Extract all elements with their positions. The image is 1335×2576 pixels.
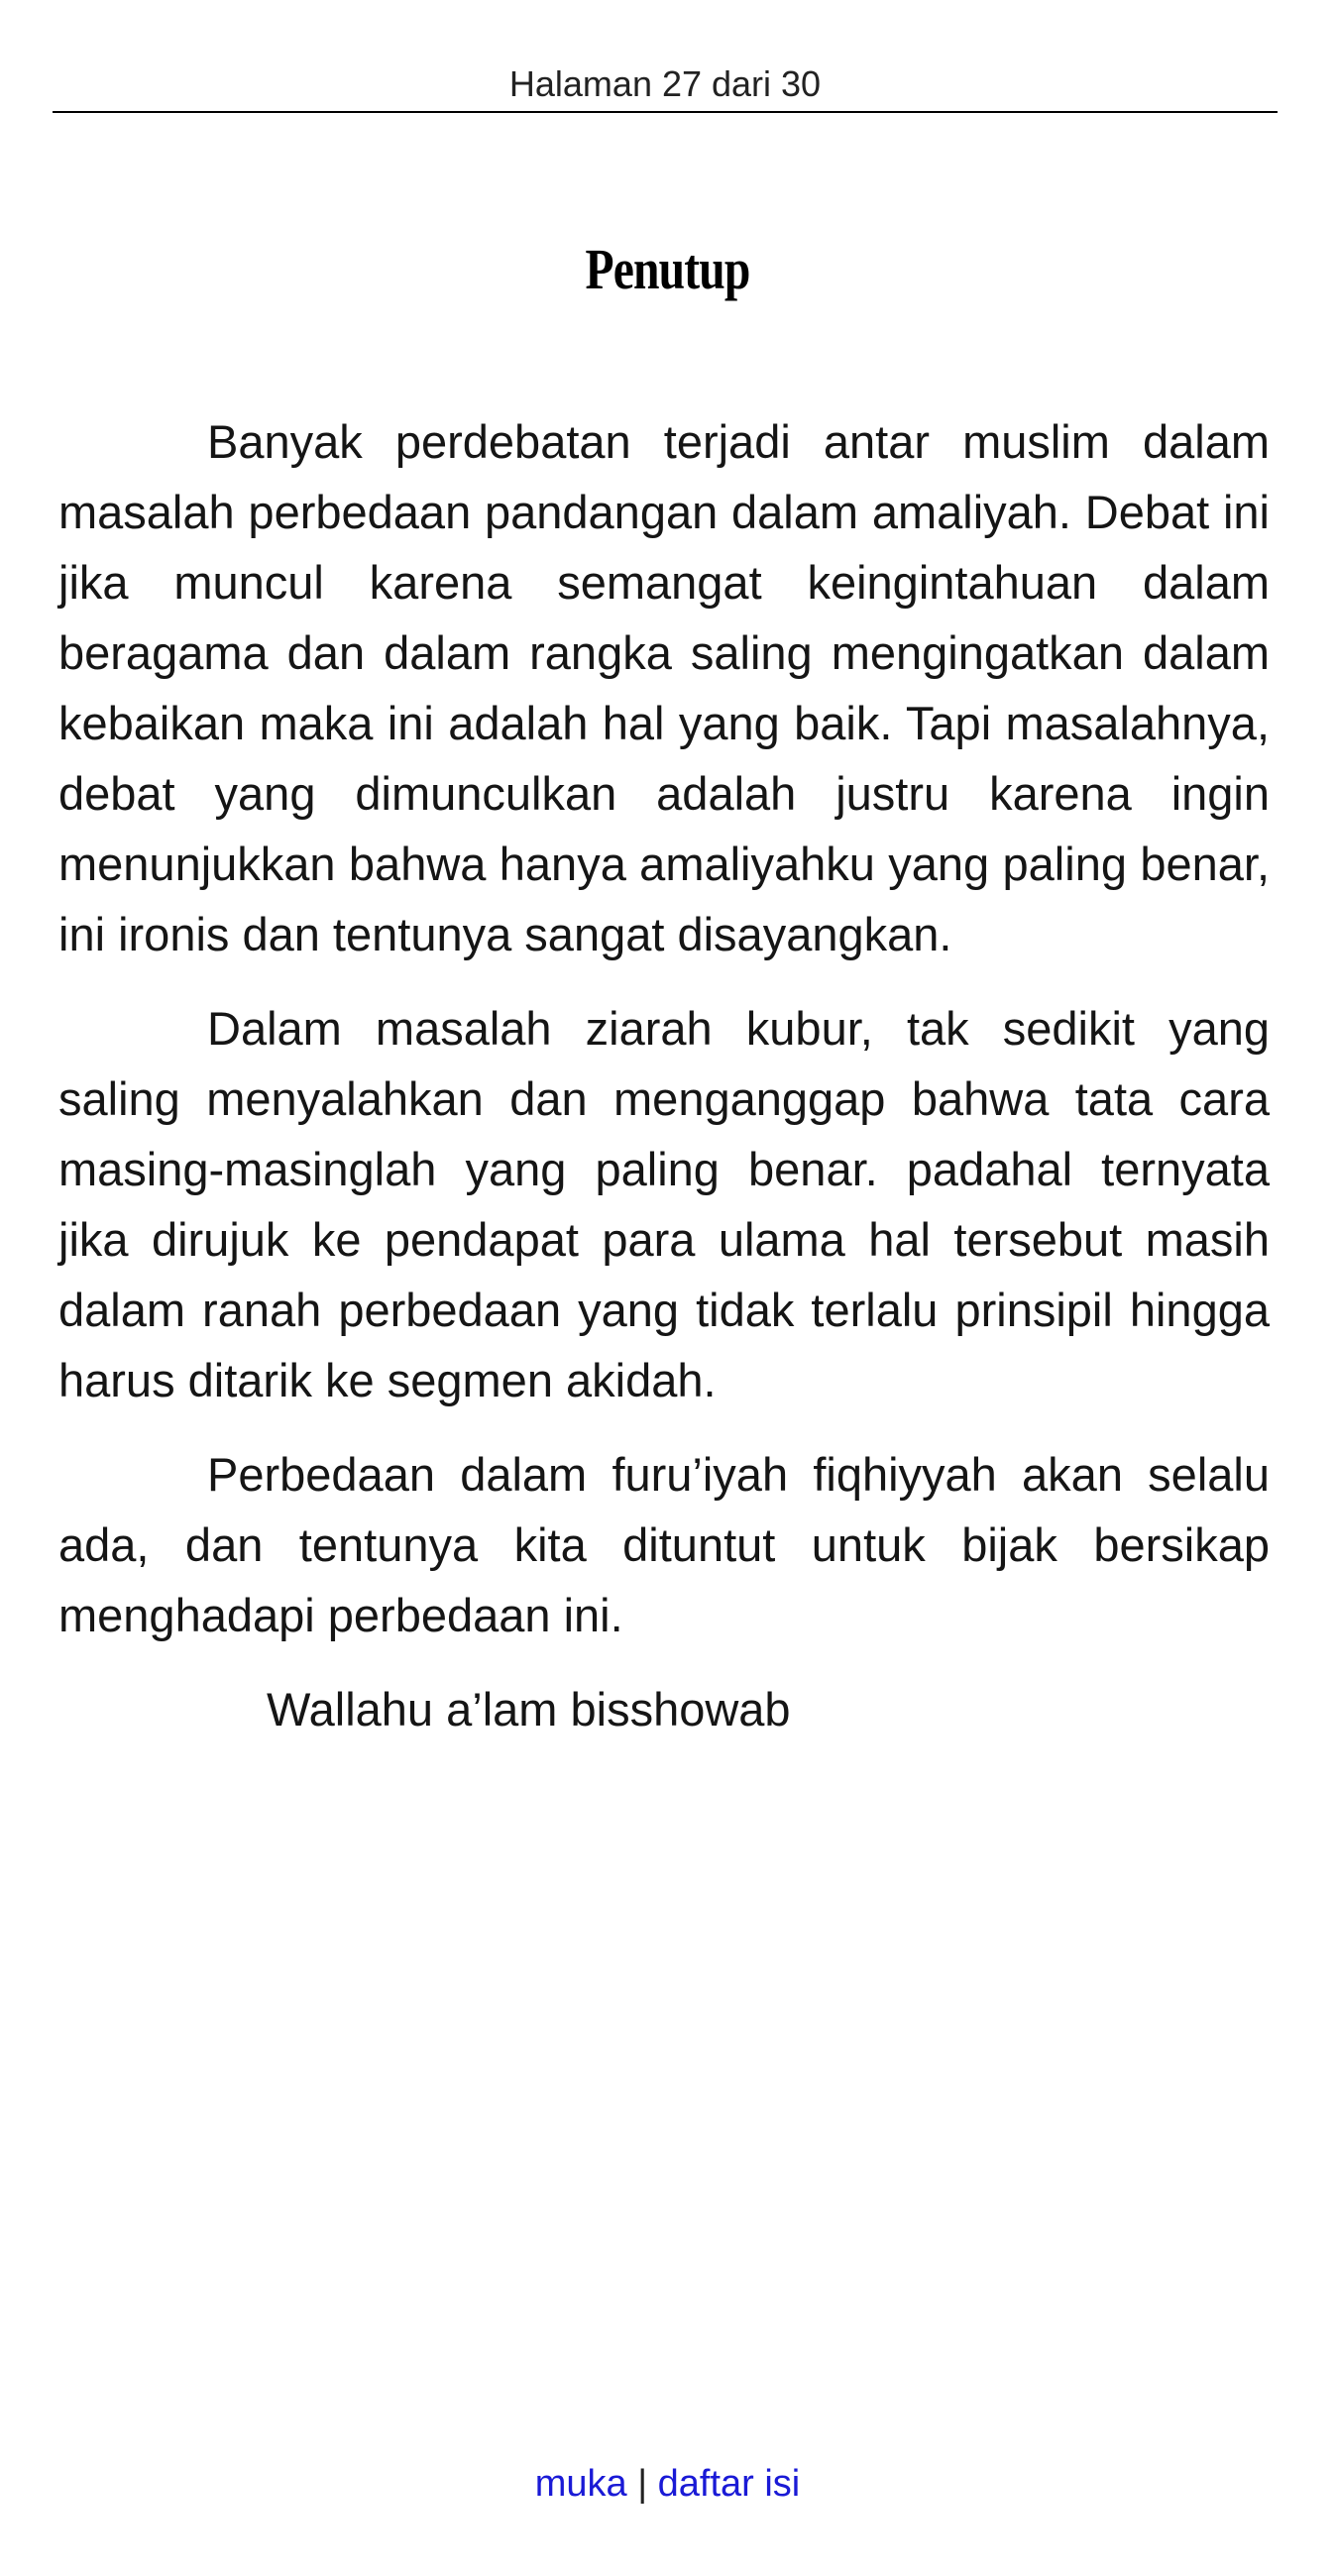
table-of-contents-link[interactable]: daftar isi: [657, 2463, 801, 2505]
page-indicator: Halaman 27 dari 30: [508, 63, 822, 104]
footer-separator: |: [637, 2463, 658, 2505]
paragraph-2: Dalam masalah ziarah kubur, tak sedikit yang saling menyalahkan dan menganggap bahwa tata cara masing-masinglah yang paling benar. padahal ternyata jika dirujuk ke pendapat para ulama hal tersebut masih dalam ranah perbedaan yang tidak terlalu prinsipil hingga harus ditarik ke segmen akidah.: [58, 1002, 1270, 1406]
body-text: [58, 406, 1270, 1768]
page-header: [53, 57, 1278, 113]
paragraph-3: Perbedaan dalam furu’iyah fiqhiyyah akan selalu ada, dan tentunya kita dituntut untuk bijak bersikap menghadapi perbedaan ini.: [58, 1448, 1270, 1641]
page-footer: [0, 2456, 1335, 2512]
closing-statement: Wallahu a’lam bisshowab: [267, 1683, 791, 1736]
home-link[interactable]: muka: [534, 2463, 627, 2505]
paragraph-1: Banyak perdebatan terjadi antar muslim dalam masalah perbedaan pandangan dalam amaliyah. Debat ini jika muncul karena semangat keingintahuan dalam beragama dan dalam rangka saling mengingatkan dalam kebaikan maka ini adalah hal yang baik. Tapi masalahnya, debat yang dimunculkan adalah justru karena ingin menunjukkan bahwa hanya amaliyahku yang paling benar, ini ironis dan tentunya sangat disayangkan.: [58, 415, 1270, 960]
chapter-title: Penutup: [585, 237, 750, 301]
